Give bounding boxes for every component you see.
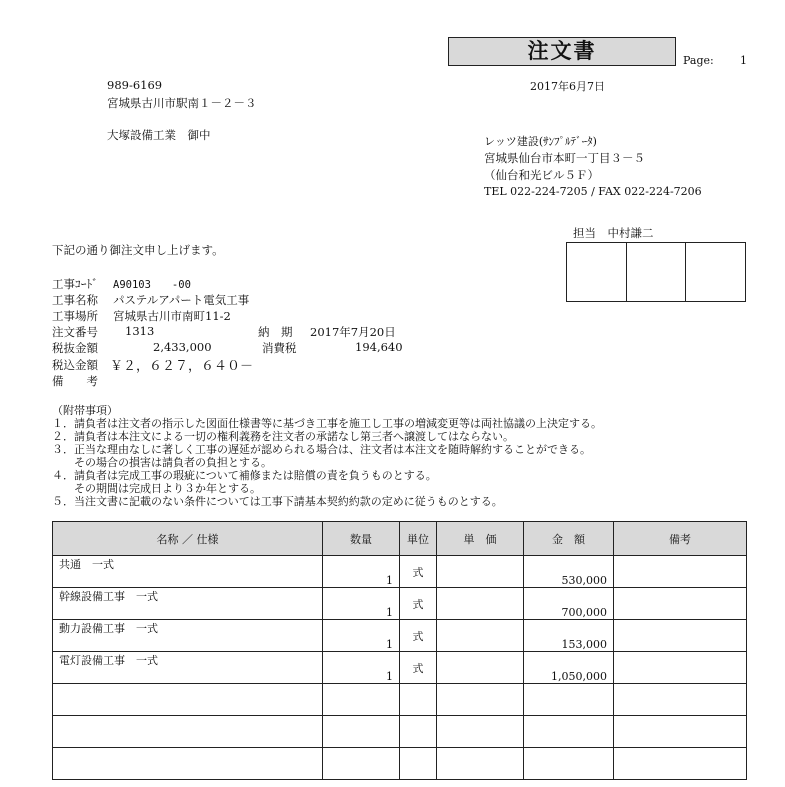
table-row [53,556,747,588]
note-line: １．請負者は注文者の指示した図面仕様書等に基づき工事を施工し工事の増減変更等は両社協議の上決定する。 [52,417,602,430]
total-label: 税込金額 [52,358,98,372]
cell-qty: 1 [323,556,400,588]
order-number-value: 1313 [125,324,155,338]
due-date-label: 納 期 [258,325,293,339]
recipient-name: 大塚設備工業 御中 [107,128,211,142]
cell-note [614,588,747,620]
header-note: 備考 [614,522,747,556]
cell-unit [400,684,437,716]
cell-qty [323,684,400,716]
table-header-row [53,522,747,556]
note-line: ２．請負者は本注文による一切の権利義務を注文者の承諾なし第三者へ譲渡してはならない。 [52,430,514,443]
table-row [53,716,747,748]
cell-amount: 530,000 [524,556,614,588]
cell-price [437,684,524,716]
cell-qty [323,748,400,780]
note-line: ４．請負者は完成工事の瑕疵について補修または賠償の責を負うものとする。 [52,469,437,482]
order-date: 2017年6月7日 [530,80,605,93]
cell-qty: 1 [323,588,400,620]
cell-amount: 1,050,000 [524,652,614,684]
sender-address: 宮城県仙台市本町一丁目３－５ [484,151,645,165]
cell-note [614,684,747,716]
cell-unit [400,748,437,780]
table-row [53,652,747,684]
recipient-postal: 989-6169 [107,78,163,92]
approval-stamp-boxes [566,242,746,302]
header-amount: 金 額 [524,522,614,556]
pretax-value: 2,433,000 [153,340,212,354]
cell-name: 動力設備工事 一式 [53,620,323,652]
stamp-box [626,243,686,301]
terms-notes [52,404,602,508]
recipient-address: 宮城県古川市駅南１－２－３ [107,96,257,110]
sender-company: レッツ建設(ｻﾝﾌﾟﾙﾃﾞｰﾀ) [484,135,597,148]
cell-name: 電灯設備工事 一式 [53,652,323,684]
document-title: 注文書 [448,37,676,66]
page-number: 1 [740,54,747,67]
cell-unit: 式 [400,588,437,620]
header-name: 名称 ／ 仕様 [53,522,323,556]
cell-unit: 式 [400,652,437,684]
cell-name [53,748,323,780]
table-row [53,588,747,620]
pretax-label: 税抜金額 [52,341,98,355]
cell-note [614,716,747,748]
tax-value: 194,640 [355,340,403,354]
cell-amount: 700,000 [524,588,614,620]
cell-name [53,716,323,748]
header-price: 単 価 [437,522,524,556]
site-value: 宮城県古川市南町11-2 [113,309,231,323]
remarks-label: 備 考 [52,374,98,388]
tax-label: 消費税 [262,341,297,355]
cell-unit: 式 [400,620,437,652]
note-line: ３．正当な理由なしに著しく工事の遅延が認められる場合は、注文者は本注文を随時解約することができる。 [52,443,591,456]
cell-price [437,716,524,748]
note-line: （附帯事項） [52,404,118,417]
cell-note [614,652,747,684]
cell-name [53,684,323,716]
cell-qty: 1 [323,652,400,684]
sender-contact: TEL 022-224-7205 / FAX 022-224-7206 [484,185,702,198]
cell-price [437,588,524,620]
table-row [53,748,747,780]
note-line: ５．当注文書に記載のない条件については工事下請基本契約約款の定めに従うものとする。 [52,495,503,508]
cell-name: 共通 一式 [53,556,323,588]
cell-name: 幹線設備工事 一式 [53,588,323,620]
stamp-box [685,243,745,301]
cell-unit [400,716,437,748]
cell-amount [524,716,614,748]
cell-amount: 153,000 [524,620,614,652]
header-unit: 単位 [400,522,437,556]
code-value: A90103 -00 [113,279,191,291]
cell-unit: 式 [400,556,437,588]
sender-building: （仙台和光ビル５Ｆ） [484,168,599,182]
order-items-table [52,521,747,780]
cell-price [437,748,524,780]
page-label: Page: [683,54,714,67]
cell-price [437,620,524,652]
site-label: 工事場所 [52,309,98,323]
total-value: ￥２，６２７，６４０－ [110,359,254,374]
note-line: その場合の損害は請負者の負担とする。 [52,456,272,469]
person-in-charge: 担当 中村謙二 [573,226,654,240]
note-line: その期間は完成日より３か年とする。 [52,482,261,495]
table-row [53,684,747,716]
intro-text: 下記の通り御注文申し上げます。 [52,243,224,257]
cell-price [437,556,524,588]
due-date-value: 2017年7月20日 [310,325,396,339]
cell-qty: 1 [323,620,400,652]
cell-note [614,620,747,652]
cell-note [614,748,747,780]
cell-qty [323,716,400,748]
table-row [53,620,747,652]
cell-note [614,556,747,588]
project-name-label: 工事名称 [52,293,98,307]
stamp-box [567,243,626,301]
project-name-value: パステルアパート電気工事 [113,293,250,307]
code-label: 工事ｺｰﾄﾞ [52,277,98,291]
header-qty: 数量 [323,522,400,556]
cell-amount [524,684,614,716]
cell-price [437,652,524,684]
cell-amount [524,748,614,780]
order-number-label: 注文番号 [52,325,98,339]
